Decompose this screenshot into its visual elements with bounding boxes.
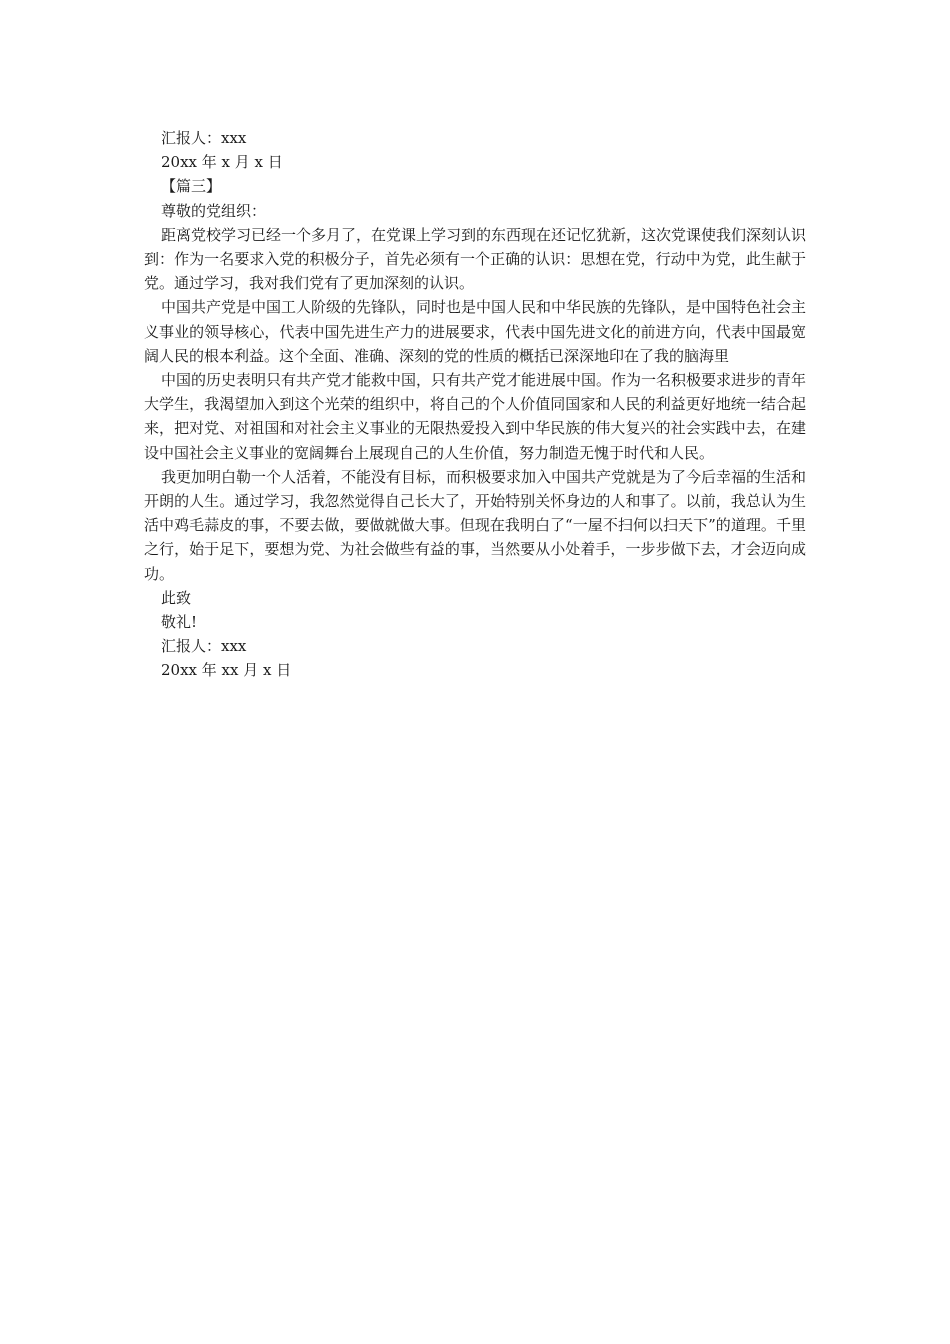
reporter-line: 汇报人：xxx <box>161 129 247 147</box>
paragraph-2: 中国共产党是中国工人阶级的先锋队，同时也是中国人民和中华民族的先锋队，是中国特色社会主义事业的领导核心，代表中国先进生产力的进展要求，代表中国先进文化的前进方向，代表中国最宽阔人民的根本利益。这个全面、准确、深刻的党的性质的概括已深深地印在了我的脑海里 <box>144 298 807 365</box>
regards-line: 敬礼! <box>161 613 198 632</box>
paragraph-1: 距离党校学习已经一个多月了，在党课上学习到的东西现在还记忆犹新，这次党课使我们深刻认识到：作为一名要求入党的积极分子，首先必须有一个正确的认识：思想在党，行动中为党，此生献于党。通过学习，我对我们党有了更加深刻的认识。 <box>144 225 807 293</box>
document-body <box>144 126 806 683</box>
closing-line: 此致 <box>161 588 192 607</box>
paragraph-3: 中国的历史表明只有共产党才能救中国，只有共产党才能进展中国。作为一名积极要求进步的青年大学生，我渴望加入到这个光荣的组织中，将自己的个人价值同国家和人民的利益更好地统一结合起来，把对党、对祖国和对社会主义事业的无限热爱投入到中华民族的伟大复兴的社会实践中去，在建设中国社会主义事业的宽阔舞台上展现自己的人生价值，努力制造无愧于时代和人民。 <box>144 371 807 462</box>
salutation: 尊敬的党组织： <box>161 201 267 220</box>
paragraph-4: 我更加明白勒一个人活着，不能没有目标，而积极要求加入中国共产党就是为了今后幸福的生活和开朗的人生。通过学习，我忽然觉得自己长大了，开始特别关怀身边的人和事了。以前，我总认为生活中鸡毛蒜皮的事，不要去做，要做就做大事。但现在我明白了“一屋不扫何以扫天下”的道理。千里之行，始于足下，要想为党、为社会做些有益的事，当然要从小处着手，一步步做下去，才会迈向成功。 <box>144 467 807 583</box>
section-heading: 【篇三】 <box>161 177 222 196</box>
signature-date: 20xx 年 xx 月 x 日 <box>161 661 292 680</box>
date-line: 20xx 年 x 月 x 日 <box>161 153 283 172</box>
reporter-signature: 汇报人：xxx <box>161 637 247 656</box>
